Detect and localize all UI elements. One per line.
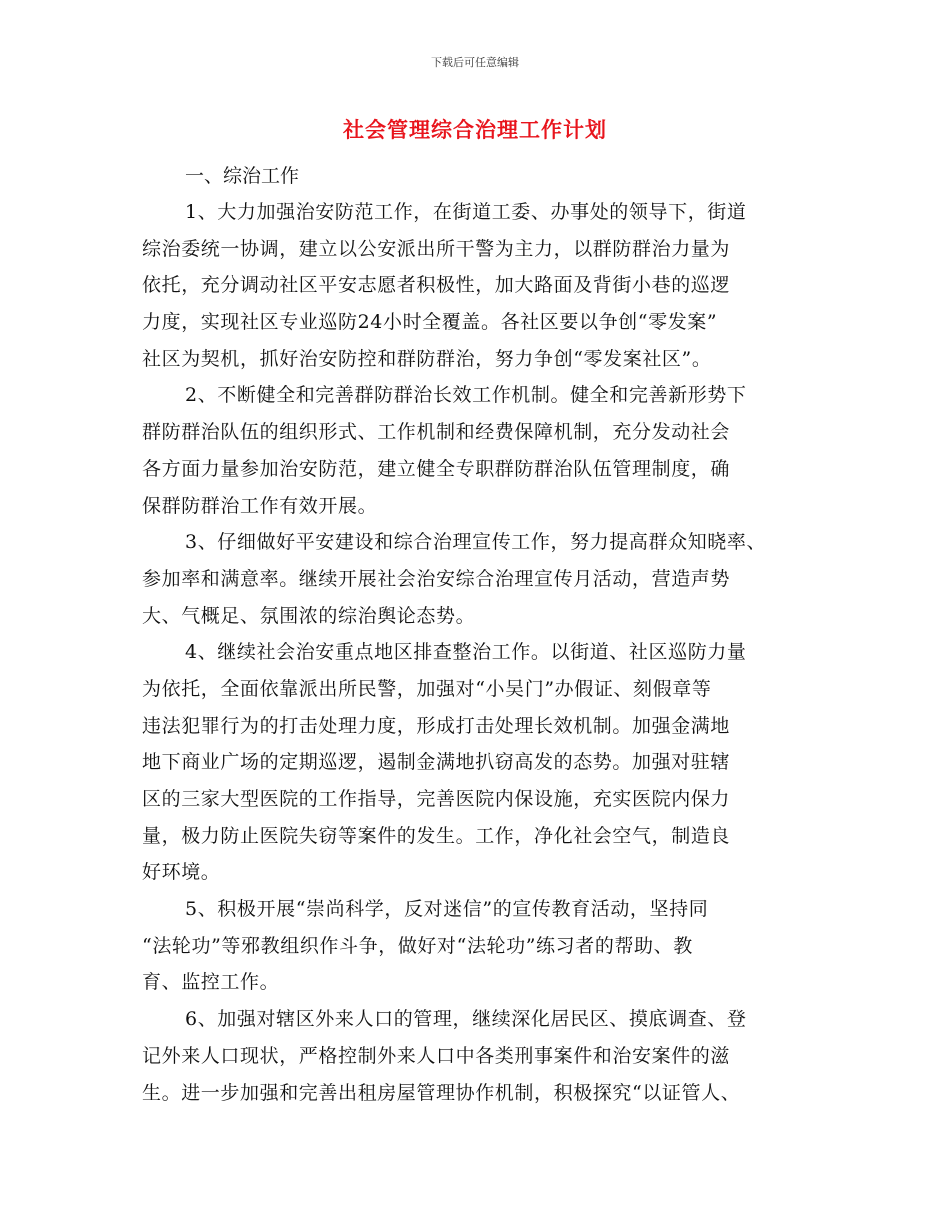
paragraph-3	[142, 524, 812, 634]
paragraph-line: 好环境。	[142, 861, 221, 884]
header-note: 下载后可任意编辑	[431, 56, 519, 69]
paragraph-line: 量，极力防止医院失窃等案件的发生。工作，净化社会空气，制造良	[142, 824, 731, 847]
paragraph-line: 各方面力量参加治安防范，建立健全专职群防群治队伍管理制度，确	[142, 457, 731, 480]
paragraph-line: 生。进一步加强和完善出租房屋管理协作机制，积极探究“以证管人、	[142, 1081, 741, 1104]
paragraph-line: 社区为契机，抓好治安防控和群防群治，努力争创“零发案社区”。	[142, 347, 712, 370]
paragraph-line: 综治委统一协调，建立以公安派出所干警为主力，以群防群治力量为	[142, 237, 731, 260]
paragraph-6	[142, 1001, 812, 1111]
paragraph-line: 5、积极开展“崇尚科学，反对迷信”的宣传教育活动，坚持同	[185, 898, 709, 921]
paragraph-line: 为依托，全面依靠派出所民警，加强对“小吴门”办假证、刻假章等	[142, 677, 712, 700]
paragraph-2	[142, 377, 812, 524]
paragraph-line: 6、加强对辖区外来人口的管理，继续深化居民区、摸底调查、登	[185, 1008, 747, 1031]
paragraph-5	[142, 891, 812, 1001]
paragraph-line: 参加率和满意率。继续开展社会治安综合治理宣传月活动，营造声势	[142, 567, 731, 590]
paragraph-line: 记外来人口现状，严格控制外来人口中各类刑事案件和治安案件的滋	[142, 1044, 731, 1067]
paragraph-4	[142, 634, 812, 891]
paragraph-line: 大、气概足、氛围浓的综治舆论态势。	[142, 604, 476, 627]
paragraph-line: 2、不断健全和完善群防群治长效工作机制。健全和完善新形势下	[185, 384, 747, 407]
document-title: 社会管理综合治理工作计划	[343, 117, 607, 142]
section-heading: 一、综治工作	[185, 165, 300, 187]
paragraph-line: 3、仔细做好平安建设和综合治理宣传工作，努力提高群众知晓率、	[185, 531, 767, 554]
paragraph-1	[142, 194, 812, 377]
paragraph-line: 育、监控工作。	[142, 971, 280, 994]
paragraph-line: 依托，充分调动社区平安志愿者积极性，加大路面及背街小巷的巡逻	[142, 274, 731, 297]
paragraph-line: 违法犯罪行为的打击处理力度，形成打击处理长效机制。加强金满地	[142, 714, 731, 737]
paragraph-line: 力度，实现社区专业巡防24小时全覆盖。各社区要以争创“零发案”	[142, 311, 718, 334]
paragraph-line: 区的三家大型医院的工作指导，完善医院内保设施，充实医院内保力	[142, 788, 731, 810]
document-body	[142, 158, 812, 1111]
paragraph-line: 地下商业广场的定期巡逻，遏制金满地扒窃高发的态势。加强对驻辖	[142, 751, 731, 774]
paragraph-line: 4、继续社会治安重点地区排查整治工作。以街道、社区巡防力量	[185, 641, 747, 664]
paragraph-line: “法轮功”等邪教组织作斗争，做好对“法轮功”练习者的帮助、教	[142, 934, 693, 957]
paragraph-line: 保群防群治工作有效开展。	[142, 494, 378, 517]
paragraph-line: 1、大力加强治安防范工作，在街道工委、办事处的领导下，街道	[185, 201, 747, 223]
paragraph-line: 群防群治队伍的组织形式、工作机制和经费保障机制，充分发动社会	[142, 421, 731, 444]
